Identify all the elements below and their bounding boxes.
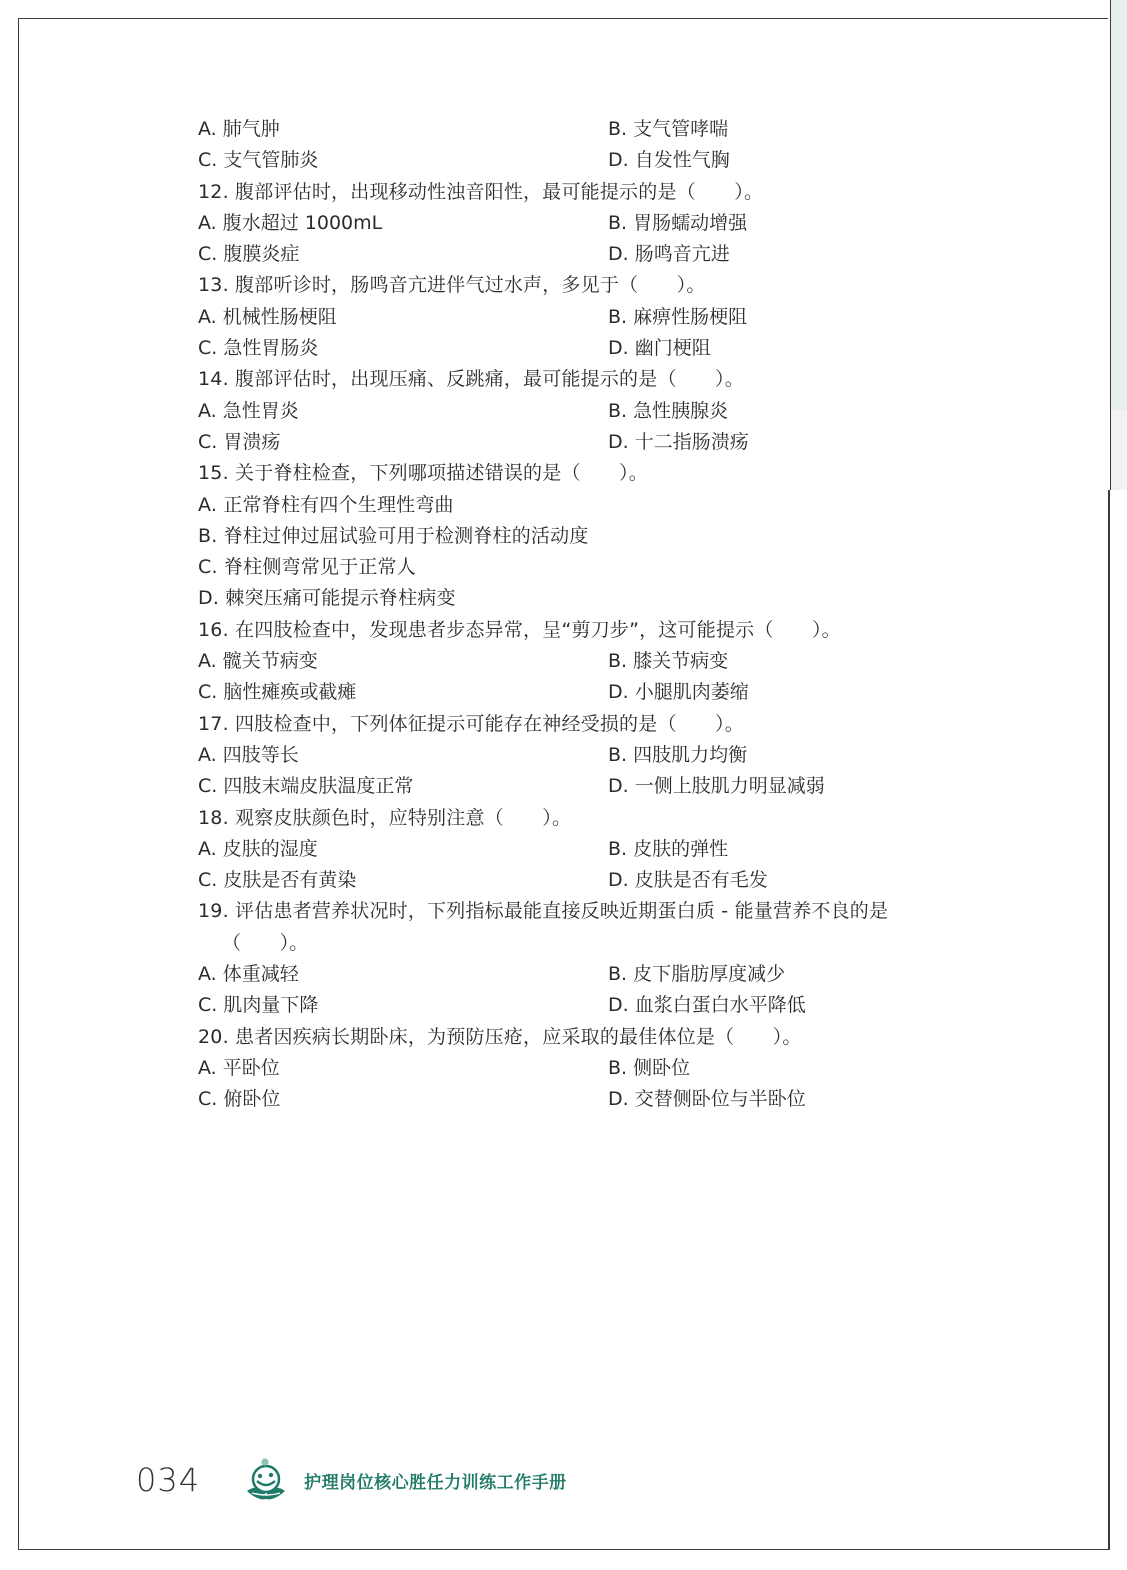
option-b: B. 支气管哮喘: [608, 118, 729, 140]
option-b: B. 脊柱过伸过屈试验可用于检测脊柱的活动度: [198, 524, 589, 547]
question-list: [198, 114, 998, 1116]
option-d: D. 肠鸣音亢进: [608, 243, 730, 266]
option-a: A. 腹水超过 1000mL: [198, 211, 383, 234]
option-d: D. 棘突压痛可能提示脊柱病变: [198, 587, 456, 610]
question-18-stem: 18. 观察皮肤颜色时，应特别注意（ ）。: [198, 806, 572, 829]
option-row: [198, 396, 998, 427]
option-row: [198, 114, 998, 145]
option-row: [198, 333, 998, 364]
option-d: D. 皮肤是否有毛发: [608, 869, 768, 892]
option-row: [198, 865, 998, 896]
option-a: A. 四肢等长: [198, 743, 299, 766]
question-20-stem: 20. 患者因疾病长期卧床，为预防压疮，应采取的最佳体位是（ ）。: [198, 1025, 802, 1048]
option-row: [198, 990, 998, 1021]
side-tab-top: [1110, 0, 1127, 410]
option-row: [198, 145, 998, 176]
option-row: [198, 834, 998, 865]
page-footer: [136, 1452, 567, 1508]
option-d: D. 十二指肠溃疡: [608, 430, 749, 453]
question-12-stem: 12. 腹部评估时，出现移动性浊音阳性，最可能提示的是（ ）。: [198, 180, 764, 203]
side-border-line: [1108, 490, 1110, 1550]
question-19-stem-continued: （ ）。: [222, 931, 309, 954]
option-a: A. 髋关节病变: [198, 650, 318, 673]
option-row: [198, 1053, 998, 1084]
option-a: A. 皮肤的湿度: [198, 837, 318, 860]
option-c: C. 腹膜炎症: [198, 243, 300, 266]
question-19-stem: 19. 评估患者营养状况时，下列指标最能直接反映近期蛋白质 - 能量营养不良的是: [198, 900, 889, 923]
option-c: C. 脑性瘫痪或截瘫: [198, 681, 357, 704]
option-a: A. 体重减轻: [198, 963, 299, 986]
question-16-stem: 16. 在四肢检查中，发现患者步态异常，呈“剪刀步”，这可能提示（ ）。: [198, 618, 841, 641]
option-d: D. 一侧上肢肌力明显减弱: [608, 775, 825, 798]
option-c: C. 四肢末端皮肤温度正常: [198, 775, 414, 798]
option-a: A. 肺气肿: [198, 118, 280, 140]
option-row: [198, 771, 998, 802]
question-17-stem: 17. 四肢检查中，下列体征提示可能存在神经受损的是（ ）。: [198, 712, 744, 735]
book-title: 护理岗位核心胜任力训练工作手册: [304, 1472, 567, 1492]
option-b: B. 胃肠蠕动增强: [608, 211, 748, 234]
option-row: [198, 677, 998, 708]
nursing-logo-icon: [244, 1457, 288, 1503]
option-b: B. 急性胰腺炎: [608, 399, 729, 422]
option-c: C. 肌肉量下降: [198, 994, 319, 1017]
option-b: B. 膝关节病变: [608, 650, 729, 673]
option-c: C. 脊柱侧弯常见于正常人: [198, 556, 416, 579]
option-d: D. 幽门梗阻: [608, 337, 711, 360]
option-row: [198, 302, 998, 333]
page-number: 034: [136, 1461, 201, 1499]
option-row: [198, 740, 998, 771]
option-b: B. 侧卧位: [608, 1056, 691, 1079]
option-a: A. 机械性肠梗阻: [198, 305, 337, 328]
question-14-stem: 14. 腹部评估时，出现压痛、反跳痛，最可能提示的是（ ）。: [198, 368, 744, 391]
option-b: B. 麻痹性肠梗阻: [608, 305, 748, 328]
option-a: A. 平卧位: [198, 1056, 280, 1079]
option-b: B. 皮下脂肪厚度减少: [608, 963, 786, 986]
option-d: D. 交替侧卧位与半卧位: [608, 1088, 806, 1111]
option-row: [198, 1084, 998, 1115]
question-15-stem: 15. 关于脊柱检查，下列哪项描述错误的是（ ）。: [198, 462, 648, 485]
option-c: C. 急性胃肠炎: [198, 337, 319, 360]
option-row: [198, 239, 998, 270]
option-row: [198, 959, 998, 990]
question-13-stem: 13. 腹部听诊时，肠鸣音亢进伴气过水声，多见于（ ）。: [198, 274, 706, 297]
option-b: B. 四肢肌力均衡: [608, 743, 748, 766]
option-row: [198, 208, 998, 239]
option-row: [198, 427, 998, 458]
option-d: D. 血浆白蛋白水平降低: [608, 994, 806, 1017]
option-c: C. 皮肤是否有黄染: [198, 869, 357, 892]
option-c: C. 支气管肺炎: [198, 149, 319, 172]
option-d: D. 自发性气胸: [608, 149, 730, 172]
option-a: A. 正常脊柱有四个生理性弯曲: [198, 493, 454, 516]
option-row: [198, 646, 998, 677]
side-tab-bottom: [1110, 410, 1127, 490]
option-b: B. 皮肤的弹性: [608, 837, 729, 860]
option-c: C. 俯卧位: [198, 1088, 281, 1111]
option-c: C. 胃溃疡: [198, 430, 281, 453]
option-a: A. 急性胃炎: [198, 399, 299, 422]
option-d: D. 小腿肌肉萎缩: [608, 681, 749, 704]
